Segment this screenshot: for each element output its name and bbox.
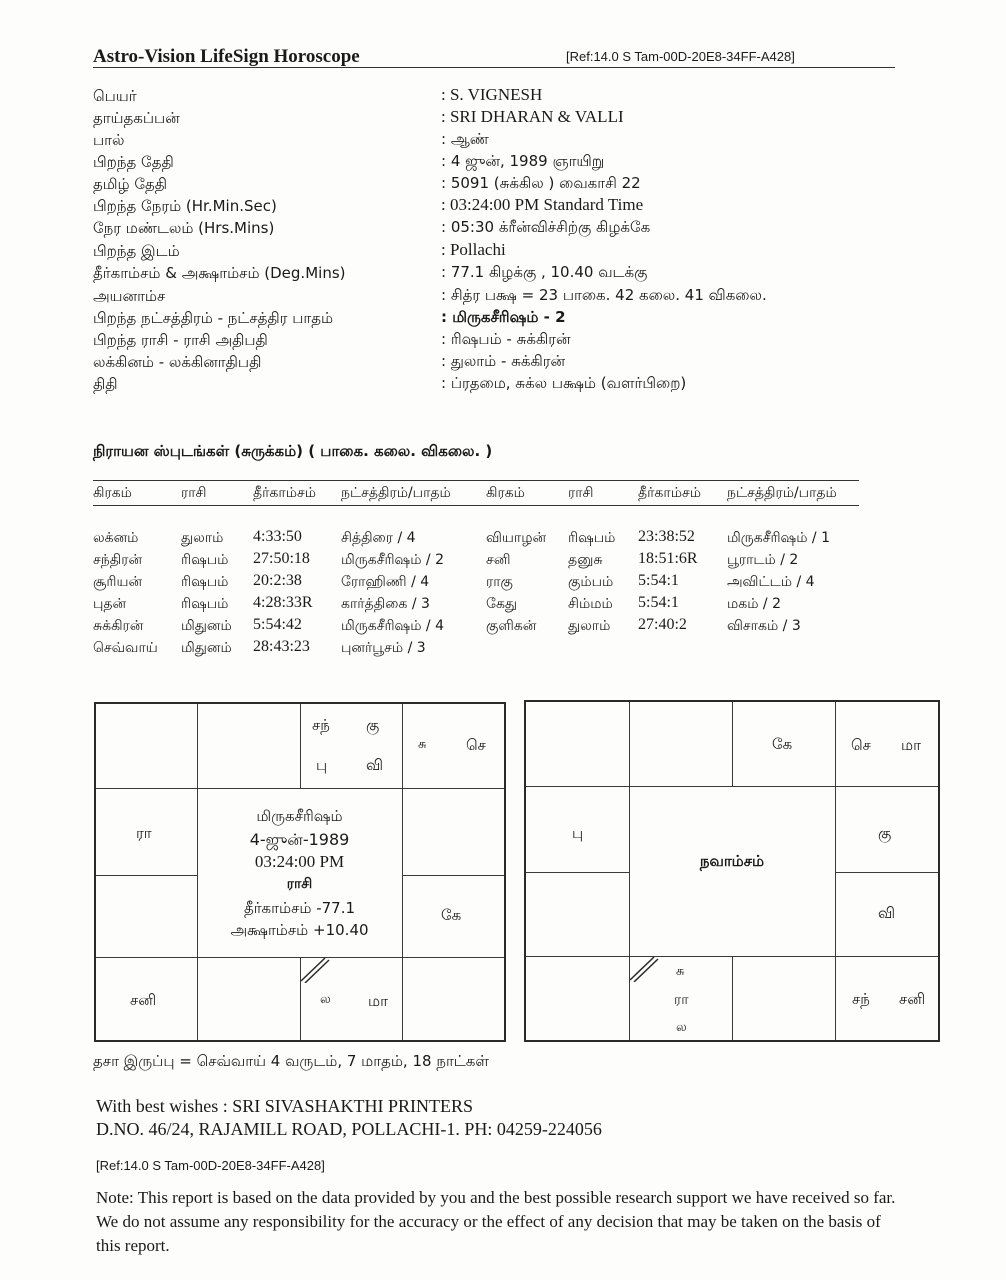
- grid-line: [96, 788, 504, 789]
- navamsa-planet: செ: [851, 736, 871, 754]
- column-header: கிரகம்: [93, 485, 132, 501]
- rasi-center-date: 4-ஜுன்-1989: [249, 830, 350, 849]
- planet-star: மிருகசீரிஷம் / 2: [341, 552, 444, 568]
- planet-star: கார்த்திகை / 3: [341, 596, 430, 612]
- planet-degree: 5:54:1: [638, 594, 679, 611]
- rasi-planet: ரா: [136, 824, 152, 842]
- field-value: : 4 ஜுன், 1989 ஞாயிறு: [441, 152, 605, 170]
- navamsa-planet: ரா: [674, 992, 689, 1008]
- planet-degree: 4:28:33R: [253, 594, 313, 611]
- grid-line: [835, 872, 938, 873]
- planet-name: ராகு: [486, 574, 513, 590]
- field-label: பிறந்த நேரம் (Hr.Min.Sec): [93, 197, 277, 215]
- grid-line: [526, 786, 938, 787]
- planet-star: மிருகசீரிஷம் / 4: [341, 618, 444, 634]
- planet-name: சூரியன்: [93, 574, 143, 590]
- field-label: திதி: [93, 375, 118, 393]
- planet-degree: 5:54:42: [253, 616, 302, 633]
- column-header: ராசி: [181, 485, 207, 501]
- grid-line: [835, 702, 836, 1040]
- planet-star: சித்திரை / 4: [341, 530, 416, 546]
- rasi-center-title: ராசி: [286, 876, 313, 892]
- rasi-center-time: 03:24:00 PM: [254, 852, 345, 871]
- grid-line: [197, 704, 198, 1040]
- planet-name: சந்திரன்: [93, 552, 143, 568]
- footer-address: D.NO. 46/24, RAJAMILL ROAD, POLLACHI-1. PH: 04259-224056: [96, 1119, 602, 1139]
- field-value: : துலாம் - சுக்கிரன்: [441, 352, 566, 370]
- planet-name: செவ்வாய்: [93, 640, 158, 656]
- rasi-planet: சு: [418, 737, 427, 752]
- planet-name: குளிகன்: [486, 618, 537, 634]
- column-header: தீர்காம்சம்: [638, 485, 701, 501]
- planet-degree: 28:43:23: [253, 638, 310, 655]
- planet-star: புனர்பூசம் / 3: [341, 640, 426, 656]
- planet-star: மிருகசீரிஷம் / 1: [727, 530, 830, 546]
- rasi-planet: பு: [316, 756, 328, 774]
- planet-rasi: துலாம்: [568, 618, 611, 634]
- table-header-top-rule: [93, 480, 859, 481]
- column-header: ராசி: [568, 485, 594, 501]
- rasi-planet: சந்: [312, 716, 330, 734]
- lagna-marker: [629, 956, 659, 982]
- planet-degree: 23:38:52: [638, 528, 695, 545]
- planet-degree: 20:2:38: [253, 572, 302, 589]
- footer-ref: [Ref:14.0 S Tam-00D-20E8-34FF-A428]: [96, 1158, 325, 1173]
- planet-rasi: தனுசு: [568, 552, 603, 568]
- field-label: நேர மண்டலம் (Hrs.Mins): [93, 219, 275, 237]
- grid-line: [732, 702, 733, 786]
- field-label: பெயர்: [93, 87, 137, 105]
- planet-star: மகம் / 2: [727, 596, 782, 612]
- rasi-planet: சனி: [130, 991, 157, 1009]
- navamsa-planet: வி: [878, 904, 896, 922]
- field-label: பிறந்த இடம்: [93, 242, 180, 260]
- planet-name: சுக்கிரன்: [93, 618, 144, 634]
- navamsa-planet: சு: [676, 964, 685, 979]
- planet-degree: 27:50:18: [253, 550, 310, 567]
- navamsa-planet: கே: [772, 735, 793, 753]
- rasi-center-star: மிருகசீரிஷம்: [256, 807, 343, 825]
- navamsa-center-title: நவாம்சம்: [699, 852, 765, 870]
- planet-rasi: ரிஷபம்: [181, 574, 229, 590]
- rasi-planet: மா: [368, 992, 388, 1010]
- planets-section-title: நிராயன ஸ்புடங்கள் (சுருக்கம்) ( பாகை. கலை. விகலை. ): [93, 442, 493, 460]
- navamsa-planet: மா: [901, 736, 921, 754]
- grid-line: [300, 704, 301, 788]
- planet-rasi: ரிஷபம்: [181, 552, 229, 568]
- field-value: : 05:30 க்ரீன்விச்சிற்கு கிழக்கே: [441, 218, 651, 236]
- rasi-planet: செ: [466, 736, 486, 754]
- field-value: : Pollachi: [441, 240, 506, 259]
- planet-rasi: ரிஷபம்: [568, 530, 616, 546]
- field-label: லக்கினம் - லக்கினாதிபதி: [93, 353, 262, 371]
- field-value: : சித்ர பக்ஷ = 23 பாகை. 42 கலை. 41 விகலை.: [441, 286, 767, 304]
- planet-star: விசாகம் / 3: [727, 618, 801, 634]
- column-header: தீர்காம்சம்: [253, 485, 316, 501]
- field-value: : ப்ரதமை, சுக்ல பக்ஷம் (வளர்பிறை): [441, 374, 687, 392]
- planet-rasi: சிம்மம்: [568, 596, 613, 612]
- planet-rasi: மிதுனம்: [181, 618, 232, 634]
- rasi-center-latitude: அக்ஷாம்சம் +10.40: [230, 921, 369, 939]
- navamsa-planet: கு: [878, 824, 892, 842]
- column-header: கிரகம்: [486, 485, 525, 501]
- field-label: பால்: [93, 131, 125, 149]
- planet-name: புதன்: [93, 596, 127, 612]
- footer-wishes: With best wishes : SRI SIVASHAKTHI PRINTERS: [96, 1096, 473, 1116]
- navamsa-planet: ல: [676, 1020, 687, 1035]
- table-header-bottom-rule: [93, 505, 859, 506]
- grid-line: [732, 956, 733, 1040]
- planet-degree: 27:40:2: [638, 616, 687, 633]
- report-ref: [Ref:14.0 S Tam-00D-20E8-34FF-A428]: [566, 49, 795, 64]
- field-value: : ஆண்: [441, 130, 489, 148]
- field-label: தமிழ் தேதி: [93, 175, 168, 193]
- planet-degree: 4:33:50: [253, 528, 302, 545]
- planet-star: அவிட்டம் / 4: [727, 574, 815, 590]
- planet-degree: 5:54:1: [638, 572, 679, 589]
- field-value: : 03:24:00 PM Standard Time: [441, 195, 644, 214]
- planet-name: சனி: [486, 552, 511, 568]
- report-title: Astro-Vision LifeSign Horoscope: [93, 46, 360, 67]
- rasi-planet: வி: [366, 756, 384, 774]
- planet-rasi: மிதுனம்: [181, 640, 232, 656]
- planet-name: கேது: [486, 596, 518, 612]
- rasi-planet: ல: [320, 992, 331, 1007]
- field-value: : 5091 (சுக்கில ) வைகாசி 22: [441, 174, 641, 192]
- grid-line: [526, 956, 938, 957]
- field-label: பிறந்த தேதி: [93, 153, 174, 171]
- field-label: பிறந்த ராசி - ராசி அதிபதி: [93, 331, 268, 349]
- planet-name: லக்னம்: [93, 530, 139, 546]
- dasa-balance: தசா இருப்பு = செவ்வாய் 4 வருடம், 7 மாதம், 18 நாட்கள்: [93, 1052, 489, 1070]
- grid-line: [402, 875, 504, 876]
- field-label: அயனாம்ச: [93, 287, 166, 305]
- navamsa-planet: சந்: [852, 990, 870, 1008]
- planet-rasi: ரிஷபம்: [181, 596, 229, 612]
- lagna-marker: [300, 957, 330, 983]
- column-header: நட்சத்திரம்/பாதம்: [341, 485, 451, 501]
- planet-rasi: துலாம்: [181, 530, 224, 546]
- field-value: : 77.1 கிழக்கு , 10.40 வடக்கு: [441, 263, 648, 281]
- grid-line: [526, 872, 629, 873]
- field-label: பிறந்த நட்சத்திரம் - நட்சத்திர பாதம்: [93, 309, 334, 327]
- planet-star: ரோஹிணி / 4: [341, 574, 430, 590]
- field-label: தீர்காம்சம் & அக்ஷாம்சம் (Deg.Mins): [93, 264, 346, 282]
- rasi-chart: [94, 702, 506, 1042]
- planet-degree: 18:51:6R: [638, 550, 698, 567]
- planet-star: பூராடம் / 2: [727, 552, 799, 568]
- field-value: : ரிஷபம் - சுக்கிரன்: [441, 330, 571, 348]
- field-value: : S. VIGNESH: [441, 85, 543, 104]
- planet-rasi: கும்பம்: [568, 574, 614, 590]
- grid-line: [402, 704, 403, 1040]
- grid-line: [96, 875, 197, 876]
- rasi-planet: கு: [366, 716, 380, 734]
- column-header: நட்சத்திரம்/பாதம்: [727, 485, 837, 501]
- field-value: : SRI DHARAN & VALLI: [441, 107, 624, 126]
- field-value: : மிருகசீரிஷம் - 2: [441, 308, 566, 326]
- planet-name: வியாழன்: [486, 530, 547, 546]
- rasi-planet: கே: [441, 906, 462, 924]
- navamsa-planet: பு: [572, 824, 584, 842]
- navamsa-chart: [524, 700, 940, 1042]
- footer-note: Note: This report is based on the data provided by you and the best possible research support we have received so far. We do not assume any responsibility for the accuracy or the effect of any decision that may be taken on the basis of this report.: [96, 1188, 896, 1255]
- header-divider: [93, 67, 895, 68]
- rasi-center-longitude: தீர்காம்சம் -77.1: [243, 899, 356, 917]
- navamsa-planet: சனி: [899, 990, 926, 1008]
- field-label: தாய்தகப்பன்: [93, 109, 180, 127]
